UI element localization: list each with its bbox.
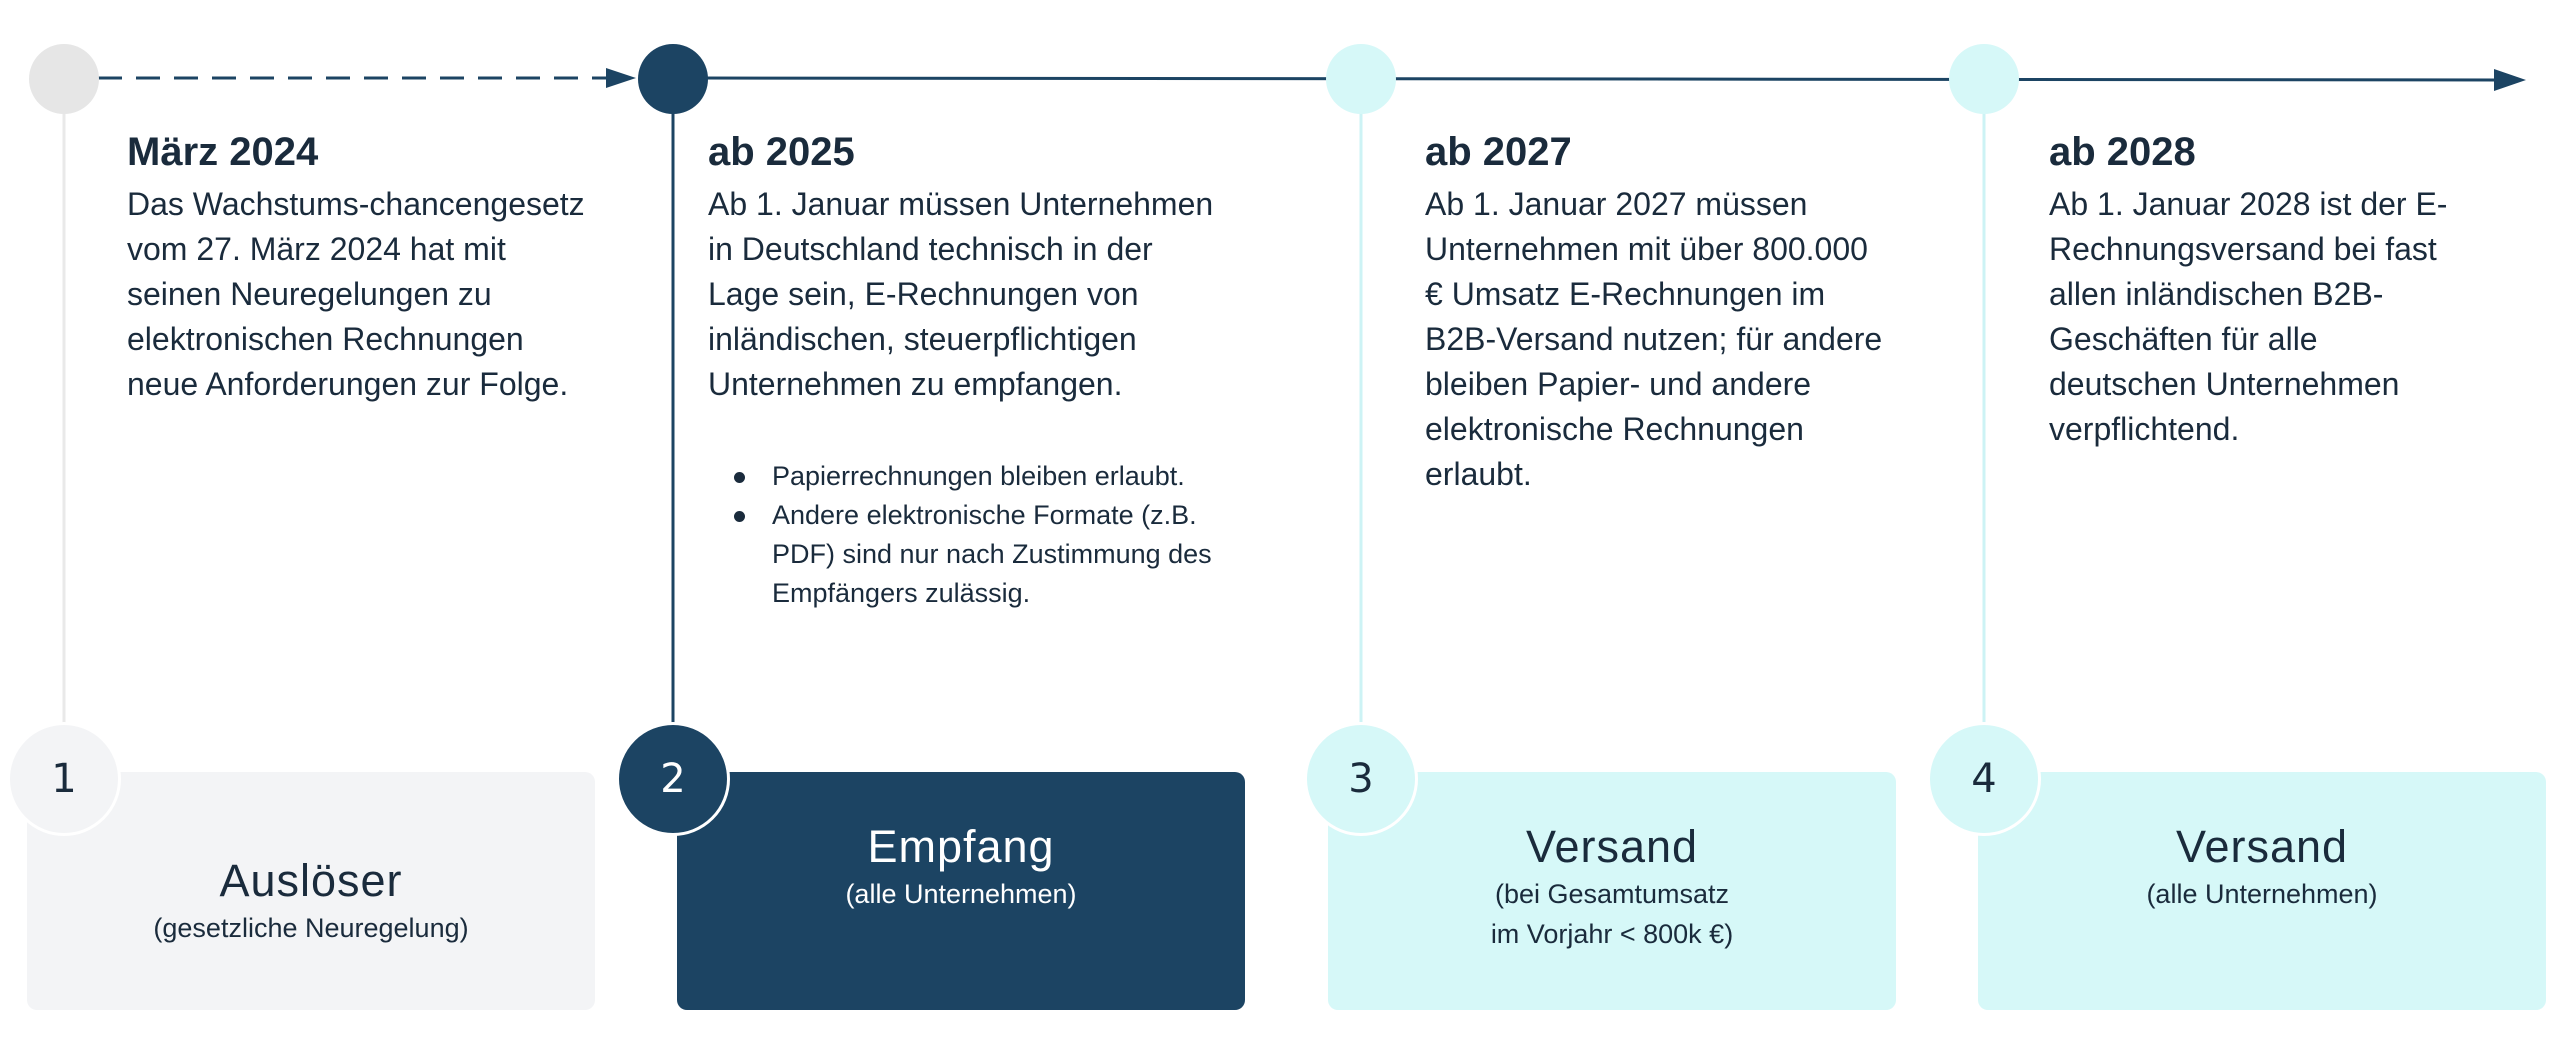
step-2-description: Ab 1. Januar müssen Unternehmen in Deutschland technisch in der Lage sein, E-Rechnungen von inländischen, steuerpflichtigen Unternehmen zu empfangen. <box>708 186 1214 402</box>
solid-connector <box>700 78 2500 80</box>
step-3-number-badge: 3 <box>1304 722 1418 836</box>
end-arrowhead <box>2494 69 2526 91</box>
dashed-arrowhead <box>606 68 636 88</box>
step-4-text <box>2049 128 2469 452</box>
step-4-box-title: Versand <box>2175 821 2349 872</box>
step-2-heading: ab 2025 <box>708 130 855 174</box>
step-2-box-title: Empfang <box>867 821 1055 872</box>
step-3-text <box>1425 128 1885 497</box>
timeline-node-4 <box>1949 44 2019 114</box>
step-1-text <box>127 128 587 407</box>
step-4-heading: ab 2028 <box>2049 130 2196 174</box>
step-1-box-title: Auslöser <box>219 855 403 906</box>
step-3-box <box>1328 772 1896 1010</box>
step-4-box <box>1978 772 2546 1010</box>
step-1-heading: März 2024 <box>127 130 319 174</box>
timeline-node-2 <box>638 44 708 114</box>
step-4-description: Ab 1. Januar 2028 ist der E-Rechnungsversand bei fast allen inländischen B2B-Geschäften für alle deutschen Unternehmen verpflichtend. <box>2049 186 2448 447</box>
step-1-description: Das Wachstums-chancengesetz vom 27. März 2024 hat mit seinen Neuregelungen zu elektronischen Rechnungen neue Anforderungen zur Folge. <box>127 186 585 402</box>
step-4-box-subtitle: (alle Unternehmen) <box>2146 879 2378 909</box>
step-1-number-badge: 1 <box>7 722 121 836</box>
bullet-item: Papierrechnungen bleiben erlaubt. <box>772 457 1228 496</box>
step-4-number-badge: 4 <box>1927 722 2041 836</box>
bullet-item: Andere elektronische Formate (z.B. PDF) sind nur nach Zustimmung des Empfängers zulässig. <box>772 496 1228 613</box>
step-3-heading: ab 2027 <box>1425 130 1572 174</box>
step-1-box-subtitle: (gesetzliche Neuregelung) <box>153 913 469 943</box>
timeline-node-1 <box>29 44 99 114</box>
step-3-box-subtitle-line-1: (bei Gesamtumsatz <box>1494 879 1730 909</box>
step-2-number-badge: 2 <box>616 722 730 836</box>
step-3-box-subtitle-line-2: im Vorjahr < 800k €) <box>1490 919 1734 949</box>
step-2-text <box>708 128 1228 613</box>
step-3-description: Ab 1. Januar 2027 müssen Unternehmen mit über 800.000 € Umsatz E-Rechnungen im B2B-Versand nutzen; für andere bleiben Papier- und andere elektronische Rechnungen erlaubt. <box>1425 186 1883 492</box>
step-2-box <box>677 772 1245 1010</box>
step-2-box-subtitle: (alle Unternehmen) <box>845 879 1077 909</box>
step-2-bullet-list <box>708 457 1228 613</box>
step-3-box-title: Versand <box>1525 821 1699 872</box>
timeline-node-3 <box>1326 44 1396 114</box>
